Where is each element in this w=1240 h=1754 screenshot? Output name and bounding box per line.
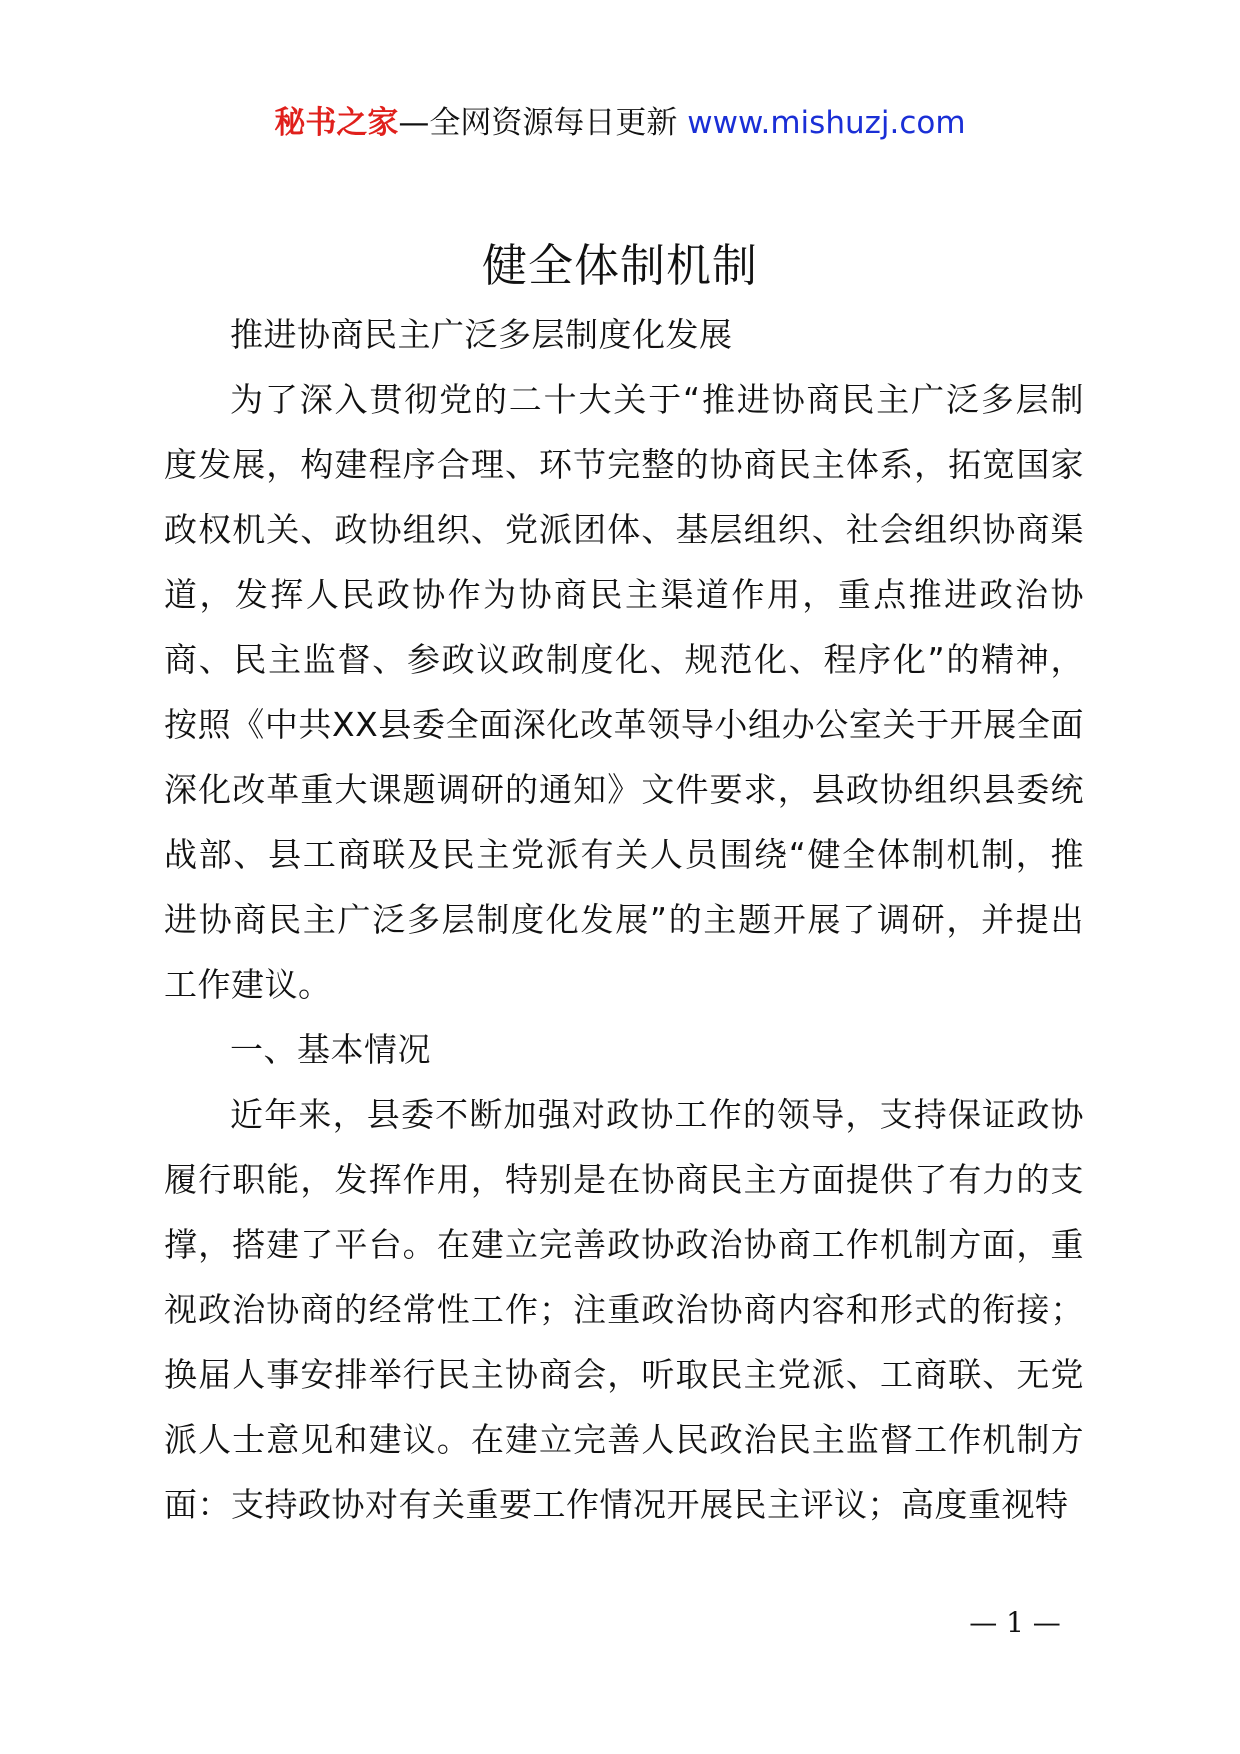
body-paragraph: 近年来，县委不断加强对政协工作的领导，支持保证政协履行职能，发挥作用，特别是在协商民主方面提供了有力的支撑，搭建了平台。在建立完善政协政治协商工作机制方面，重视政治协商的经常性工作；注重政治协商内容和形式的衔接；换届人事安排举行民主协商会，听取民主党派、工商联、无党派人士意见和建议。在建立完善人民政治民主监督工作机制方面：支持政协对有关重要工作情况开展民主评议；高度重视特 bbox=[164, 1095, 1084, 1524]
section-heading-basic-situation: 一、基本情况 bbox=[230, 1030, 431, 1069]
site-url-link[interactable]: www.mishuzj.com bbox=[687, 105, 966, 141]
header-slogan: —全网资源每日更新 bbox=[398, 105, 688, 141]
page-number: — 1 — bbox=[969, 1606, 1061, 1639]
brand-name: 秘书之家 bbox=[274, 105, 399, 141]
document-body bbox=[164, 302, 1084, 1537]
document-title: 健全体制机制 bbox=[481, 239, 758, 292]
document-subtitle: 推进协商民主广泛多层制度化发展 bbox=[230, 315, 733, 354]
intro-paragraph: 为了深入贯彻党的二十大关于“推进协商民主广泛多层制度发展，构建程序合理、环节完整的协商民主体系，拓宽国家政权机关、政协组织、党派团体、基层组织、社会组织协商渠道，发挥人民政协作为协商民主渠道作用，重点推进政治协商、民主监督、参政议政制度化、规范化、程序化”的精神，按照《中共XX县委全面深化改革领导小组办公室关于开展全面深化改革重大课题调研的通知》文件要求，县政协组织县委统战部、县工商联及民主党派有关人员围绕“健全体制机制，推进协商民主广泛多层制度化发展”的主题开展了调研，并提出工作建议。 bbox=[164, 380, 1084, 1004]
site-header bbox=[0, 100, 1240, 146]
